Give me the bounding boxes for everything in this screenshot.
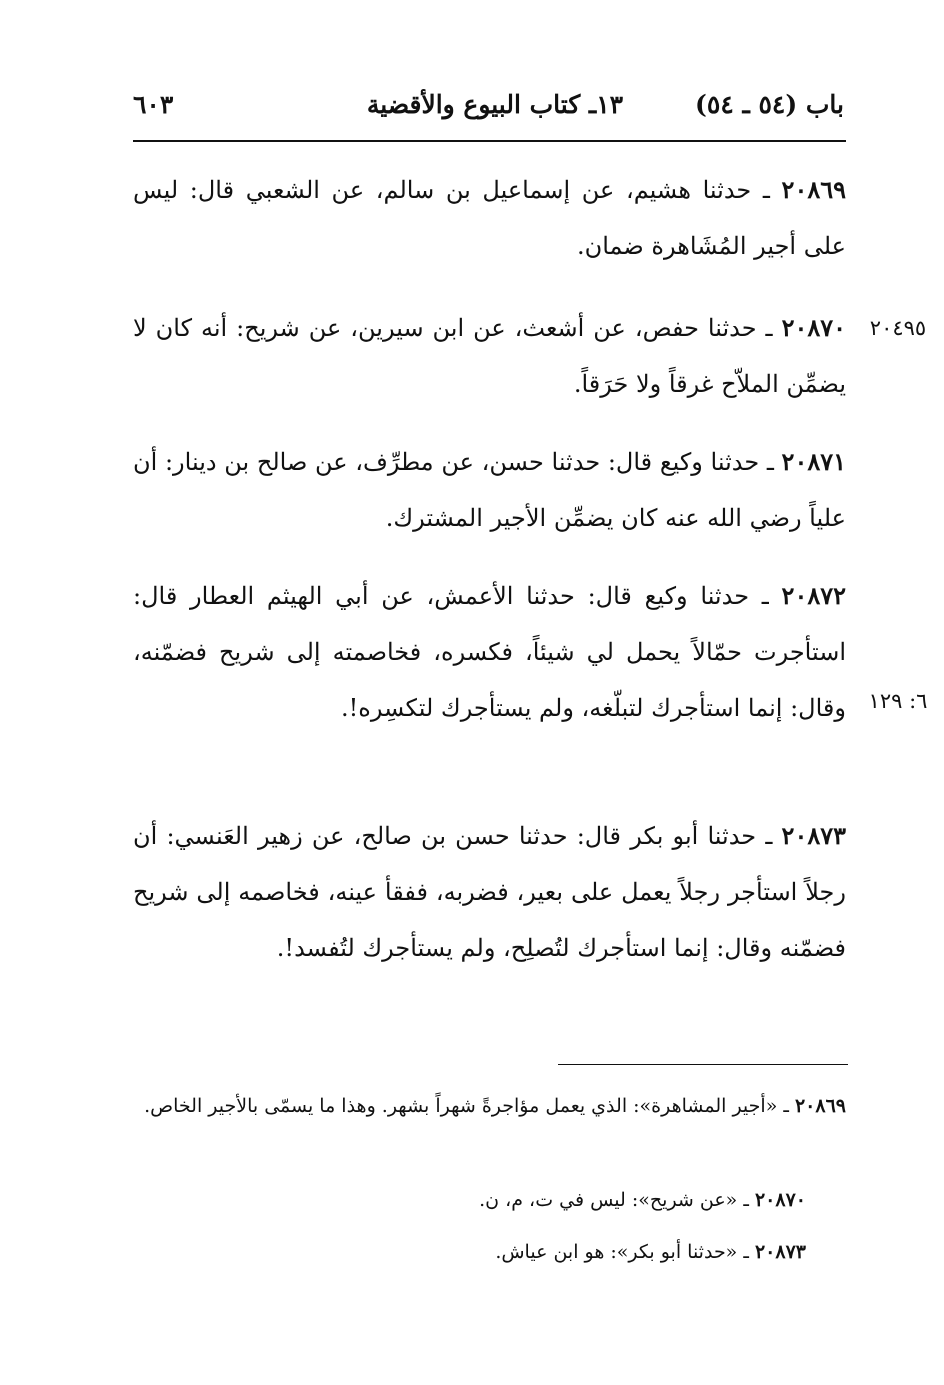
entry-text: ـ حدثنا أبو بكر قال: حدثنا حسن بن صالح، عن زهير العَنسي: أن رجلاً استأجر رجلاً يعمل على بعير، فضربه، ففقأ عينه، فخاصمه إلى شريح فضمّنه وقال: إنما استأجرك لتُصلِح، ولم يستأجرك لتُفسد!. [133,822,846,962]
running-header-book-title: ١٣ـ كتاب البيوع والأقضية [366,90,624,119]
hadith-entry [133,808,846,976]
footnote [133,1180,806,1220]
entry-number: ٢٠٨٧٢ [781,581,846,610]
header-divider [133,140,846,142]
footnote [133,1086,846,1126]
footnote-text: ـ «حدثنا أبو بكر»: هو ابن عياش. [495,1241,755,1263]
hadith-entry [133,300,846,412]
entry-text: ـ حدثنا وكيع قال: حدثنا حسن، عن مطرِّف، عن صالح بن دينار: أن علياً رضي الله عنه كان يضمِّن الأجير المشترك. [133,448,846,532]
page-number: ٦٠٣ [133,90,174,119]
footnote-number: ٢٠٨٦٩ [794,1095,846,1117]
footnote-text: ـ «عن شريح»: ليس في ت، م، ن. [479,1189,755,1211]
footnote [133,1232,806,1272]
running-header-chapter: باب (٥٤ ـ ٥٤) [695,90,844,119]
footnote-divider [558,1064,848,1065]
entry-number: ٢٠٨٧١ [781,447,846,476]
hadith-entry [133,434,846,546]
footnote-number: ٢٠٨٧٣ [754,1241,806,1263]
entry-number: ٢٠٨٧٣ [781,821,846,850]
hadith-entry [133,568,846,736]
entry-text: ـ حدثنا وكيع قال: حدثنا الأعمش، عن أبي الهيثم العطار قال: استأجرت حمّالاً يحمل لي شيئاً، فكسره، فخاصمته إلى شريح فضمّنه، وقال: إنما استأجرك لتبلّغه، ولم يستأجرك لتكسِره!. [133,582,846,722]
margin-reference: ٦: ١٢٩ [868,689,928,713]
entry-number: ٢٠٨٧٠ [781,313,847,342]
entry-number: ٢٠٨٦٩ [781,175,846,204]
entry-text: ـ حدثنا هشيم، عن إسماعيل بن سالم، عن الشعبي قال: ليس على أجير المُشَاهرة ضمان. [133,176,846,260]
footnote-number: ٢٠٨٧٠ [754,1189,806,1211]
entry-text: ـ حدثنا حفص، عن أشعث، عن ابن سيرين، عن شريح: أنه كان لا يضمِّن الملاّح غرقاً ولا حَرَقاً. [133,314,846,398]
hadith-entry [133,162,846,274]
margin-reference: ٢٠٤٩٥ [869,316,927,340]
footnote-text: ـ «أجير المشاهرة»: الذي يعمل مؤاجرةً شهراً بشهر. وهذا ما يسمّى بالأجير الخاص. [144,1095,795,1117]
